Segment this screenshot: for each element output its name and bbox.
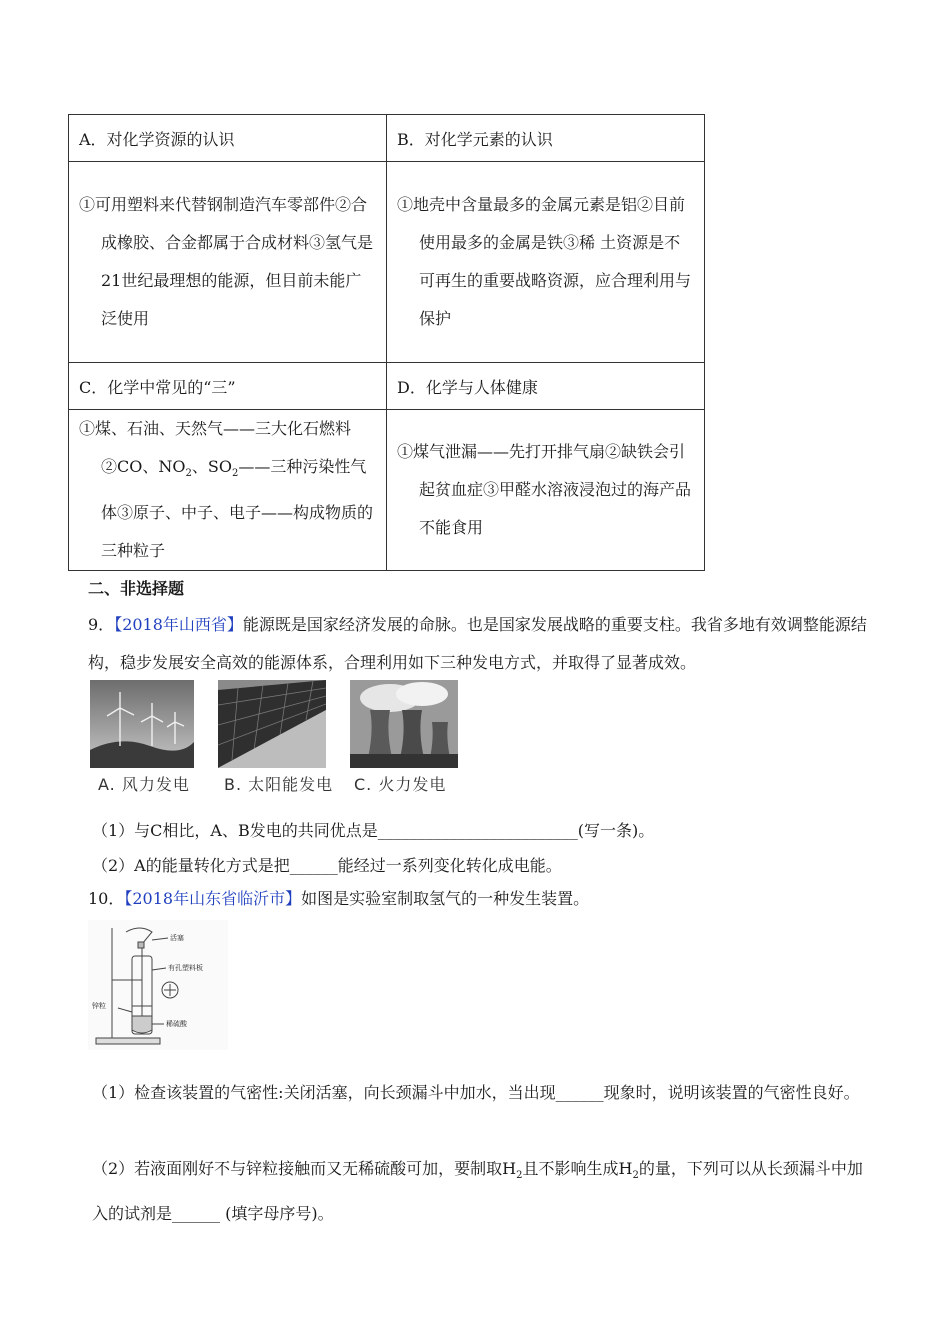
- table-cell-b: ①地壳中含量最多的金属元素是铝②目前使用最多的金属是铁③稀 土资源是不可再生的重要战略资源，应合理利用与保护: [387, 162, 705, 363]
- table-cell-c-part2: 、SO: [191, 457, 232, 477]
- table-cell-a: ①可用塑料来代替钢制造汽车零部件②合成橡胶、合金都属于合成材料③氢气是21世纪最理想的能源，但目前未能广泛使用: [69, 162, 387, 363]
- question-text: 能源既是国家经济发展的命脉。也是国家发展战略的重要支柱。我省多地有效调整能源结构，稳步发展安全高效的能源体系，合理利用如下三种发电方式，并取得了显著成效。: [88, 615, 867, 672]
- solar-power-photo: [218, 680, 326, 768]
- table-header-b: B．对化学元素的认识: [387, 115, 705, 162]
- power-generation-figure: [90, 680, 460, 795]
- question-number: 10．: [88, 889, 125, 908]
- table-cell-c-part1: ①煤、石油、天然气——三大化石燃料②CO、NO: [79, 419, 352, 477]
- thermal-power-photo: [350, 680, 458, 768]
- table-cell-c-part3: ——三种污染性气体③原子、中子、电子——构成物质的三种粒子: [101, 457, 374, 560]
- table-header-a: A．对化学资源的认识: [69, 115, 387, 162]
- caption-b: B. 太阳能发电: [224, 775, 334, 794]
- knowledge-table: [68, 114, 705, 571]
- label-acid: 稀硫酸: [166, 1020, 187, 1028]
- table-header-d: D．化学与人体健康: [387, 363, 705, 410]
- table-cell-d: ①煤气泄漏——先打开排气扇②缺铁会引起贫血症③甲醛水溶液浸泡过的海产品不能食用: [387, 410, 705, 571]
- question-number: 9．: [88, 615, 115, 634]
- q10-sub-2-part3: 的量，下列可以从长颈漏斗中加入的试剂是______ (填字母序号)。: [92, 1159, 863, 1224]
- q10-sub-2-part1: （2）若液面刚好不与锌粒接触而又无稀硫酸可加，要制取H: [92, 1159, 517, 1178]
- subscript: 2: [231, 468, 239, 480]
- wind-power-photo: [90, 680, 194, 768]
- caption-a: A. 风力发电: [98, 775, 190, 794]
- subscript: 2: [185, 468, 192, 480]
- label-plate: 有孔塑料板: [168, 964, 203, 972]
- question-source: 【2018年山西省】: [114, 615, 243, 634]
- label-valve: 活塞: [170, 934, 184, 942]
- q10-sub-1-text: （1）检查该装置的气密性:关闭活塞，向长颈漏斗中加水，当出现______现象时，说明该装置的气密性良好。: [92, 1083, 860, 1102]
- caption-c: C. 火力发电: [354, 775, 447, 794]
- section-title: 二、非选择题: [88, 579, 185, 598]
- question-text: 如图是实验室制取氢气的一种发生装置。: [301, 889, 590, 908]
- q10-sub-1: [92, 1074, 872, 1112]
- question-source: 【2018年山东省临沂市】: [124, 889, 302, 908]
- q10-sub-2-part2: 且不影响生成H: [522, 1159, 633, 1178]
- label-zinc: 锌粒: [92, 1002, 106, 1010]
- question-10: [88, 886, 589, 909]
- hydrogen-apparatus-figure: [88, 920, 228, 1050]
- table-header-c: C．化学中常见的“三”: [69, 363, 387, 410]
- q9-sub-2: （2）A的能量转化方式是把______能经过一系列变化转化成电能。: [92, 856, 562, 875]
- subscript: 2: [632, 1170, 639, 1182]
- q10-sub-2: [92, 1150, 872, 1233]
- table-cell-c: [69, 410, 387, 571]
- q9-sub-1: （1）与C相比，A、B发电的共同优点是_________________________(写一条)。: [92, 821, 655, 840]
- question-9: [88, 606, 868, 682]
- subscript: 2: [516, 1170, 523, 1182]
